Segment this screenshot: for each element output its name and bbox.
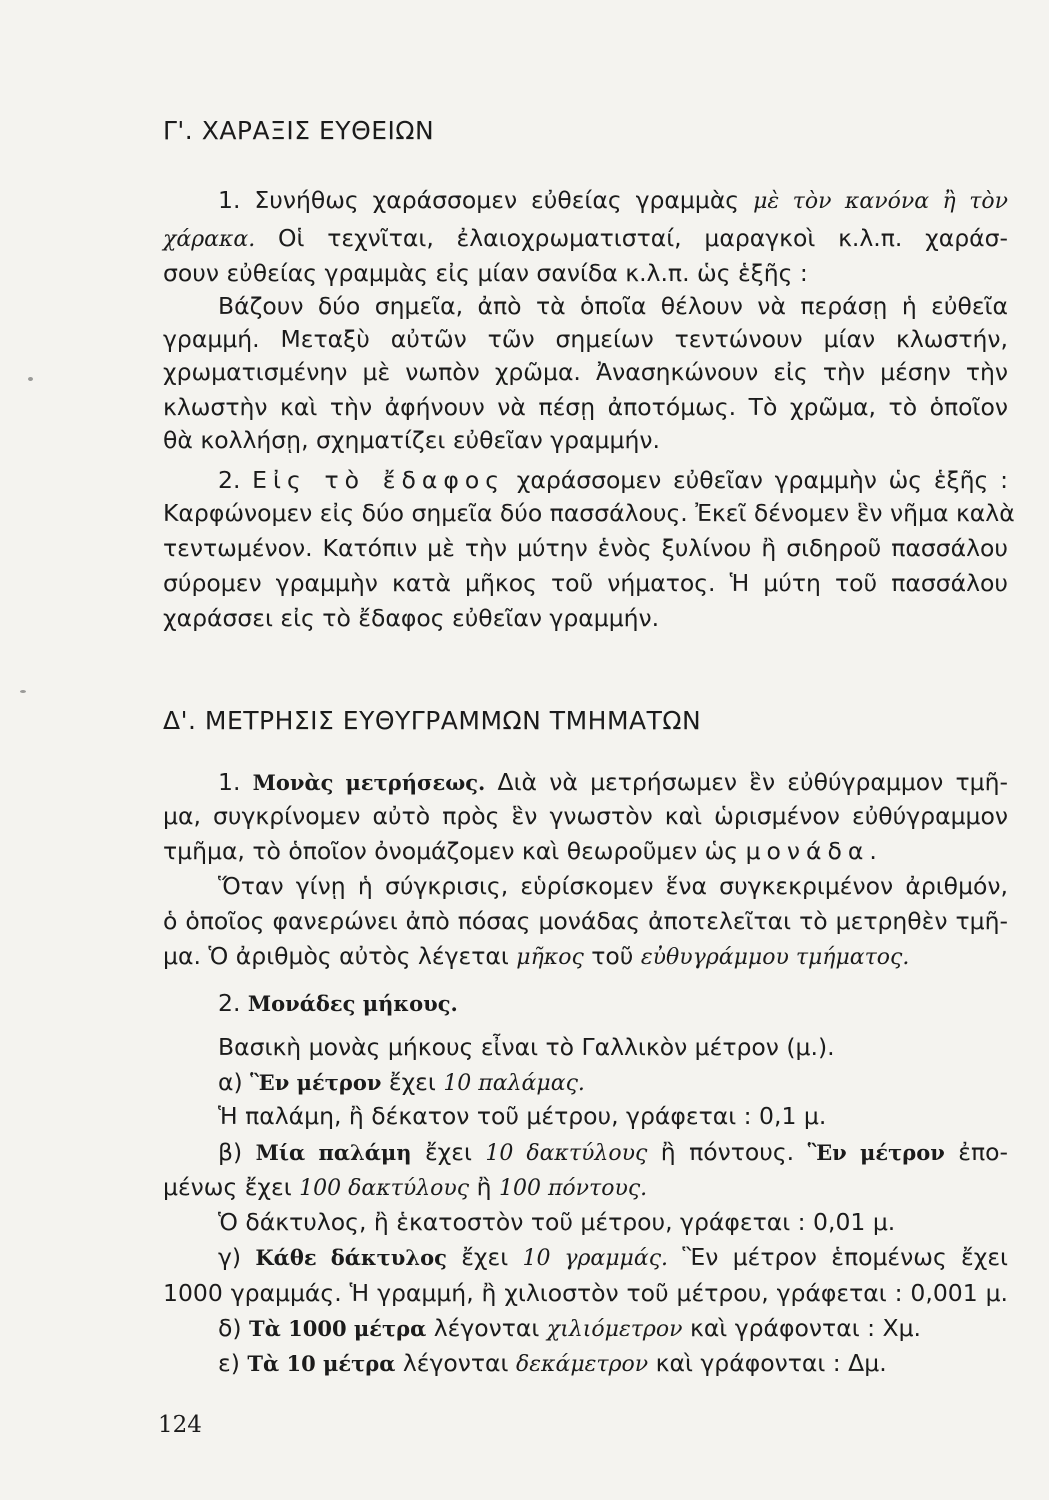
paragraph-line: 2. Μονάδες μήκους. (218, 989, 458, 1017)
paragraph-line: 2. Εἰς τὸ ἔδαφος χαράσσομεν εὐθεῖαν γραμμὴν ὡς ἑξῆς : (218, 466, 1008, 494)
paragraph-line: σουν εὐθείας γραμμὰς εἰς μίαν σανίδα κ.λ.π. ὡς ἑξῆς : (163, 259, 808, 287)
paragraph-line: Βασικὴ μονὰς μήκους εἶναι τὸ Γαλλικὸν μέτρον (μ.). (218, 1033, 835, 1061)
section-heading-g: Γ'. ΧΑΡΑΞΙΣ ΕΥΘΕΙΩΝ (163, 116, 435, 145)
list-item-e: ε) Τὰ 10 μέτρα λέγονται δεκάμετρον καὶ γράφονται : Δμ. (218, 1349, 887, 1377)
paragraph-line: γραμμή. Μεταξὺ αὐτῶν τῶν σημείων τεντώνουν μίαν κλωστήν, (163, 325, 1008, 353)
paragraph-line: χρωματισμένην μὲ νωπὸν χρῶμα. Ἀνασηκώνουν εἰς τὴν μέσην τὴν (163, 358, 1008, 386)
paragraph-line: Ὁ δάκτυλος, ἢ ἑκατοστὸν τοῦ μέτρου, γράφεται : 0,01 μ. (218, 1208, 896, 1236)
paragraph-line: κλωστὴν καὶ τὴν ἀφήνουν νὰ πέσῃ ἀποτόμως. Τὸ χρῶμα, τὸ ὁποῖον (163, 393, 1008, 421)
list-item-c: γ) Κάθε δάκτυλος ἔχει 10 γραμμάς. Ἓν μέτρον ἑπομένως ἔχει (218, 1243, 1008, 1271)
paragraph-line: μα, συγκρίνομεν αὐτὸ πρὸς ἓν γνωστὸν καὶ ὡρισμένον εὐθύγραμμον (163, 802, 1008, 830)
paragraph-line: χαράσσει εἰς τὸ ἔδαφος εὐθεῖαν γραμμήν. (163, 604, 660, 632)
paragraph-line: μένως ἔχει 100 δακτύλους ἢ 100 πόντους. (163, 1173, 648, 1201)
paragraph-line: θὰ κολλήσῃ, σχηματίζει εὐθεῖαν γραμμήν. (163, 426, 660, 454)
paragraph-line: σύρομεν γραμμὴν κατὰ μῆκος τοῦ νήματος. Ἡ μύτη τοῦ πασσάλου (163, 569, 1008, 597)
list-item-d: δ) Τὰ 1000 μέτρα λέγονται χιλιόμετρον καὶ γράφονται : Χμ. (218, 1314, 922, 1342)
paragraph-line: Ὅταν γίνῃ ἡ σύγκρισις, εὑρίσκομεν ἕνα συγκεκριμένον ἀριθμόν, (218, 872, 1008, 900)
section-heading-d: Δ'. ΜΕΤΡΗΣΙΣ ΕΥΘΥΓΡΑΜΜΩΝ ΤΜΗΜΑΤΩΝ (163, 706, 702, 735)
paragraph-line: Ἡ παλάμη, ἢ δέκατον τοῦ μέτρου, γράφεται : 0,1 μ. (218, 1102, 827, 1130)
paragraph-line: τμῆμα, τὸ ὁποῖον ὀνομάζομεν καὶ θεωροῦμεν ὡς μονάδα. (163, 837, 883, 865)
paragraph-line: τεντωμένον. Κατόπιν μὲ τὴν μύτην ἑνὸς ξυλίνου ἢ σιδηροῦ πασσάλου (163, 534, 1008, 562)
scan-speck (28, 377, 33, 381)
scan-speck (20, 690, 26, 693)
paragraph-line: ὁ ὁποῖος φανερώνει ἀπὸ πόσας μονάδας ἀποτελεῖται τὸ μετρηθὲν τμῆ- (163, 907, 1008, 935)
paragraph-line: μα. Ὁ ἀριθμὸς αὐτὸς λέγεται μῆκος τοῦ εὐθυγράμμου τμήματος. (163, 942, 910, 970)
paragraph-line: χάρακα. Οἱ τεχνῖται, ἐλαιοχρωματισταί, μαραγκοὶ κ.λ.π. χαράσ- (163, 224, 1008, 252)
list-item-a: α) Ἓν μέτρον ἔχει 10 παλάμας. (218, 1068, 585, 1096)
paragraph-line: Καρφώνομεν εἰς δύο σημεῖα δύο πασσάλους. Ἐκεῖ δένομεν ἓν νῆμα καλὰ (163, 499, 1015, 527)
paragraph-line: Βάζουν δύο σημεῖα, ἀπὸ τὰ ὁποῖα θέλουν νὰ περάσῃ ἡ εὐθεῖα (218, 292, 1008, 320)
list-item-b: β) Μία παλάμη ἔχει 10 δακτύλους ἢ πόντους. Ἓν μέτρον ἐπο- (218, 1138, 1008, 1166)
paragraph-line: 1000 γραμμάς. Ἡ γραμμή, ἢ χιλιοστὸν τοῦ μέτρου, γράφεται : 0,001 μ. (163, 1279, 1008, 1307)
paragraph-line: 1. Μονὰς μετρήσεως. Διὰ νὰ μετρήσωμεν ἓν εὐθύγραμμον τμῆ- (218, 768, 1008, 796)
page-number: 124 (158, 1412, 202, 1438)
paragraph-line: 1. Συνήθως χαράσσομεν εὐθείας γραμμὰς μὲ τὸν κανόνα ἢ τὸν (218, 186, 1008, 214)
